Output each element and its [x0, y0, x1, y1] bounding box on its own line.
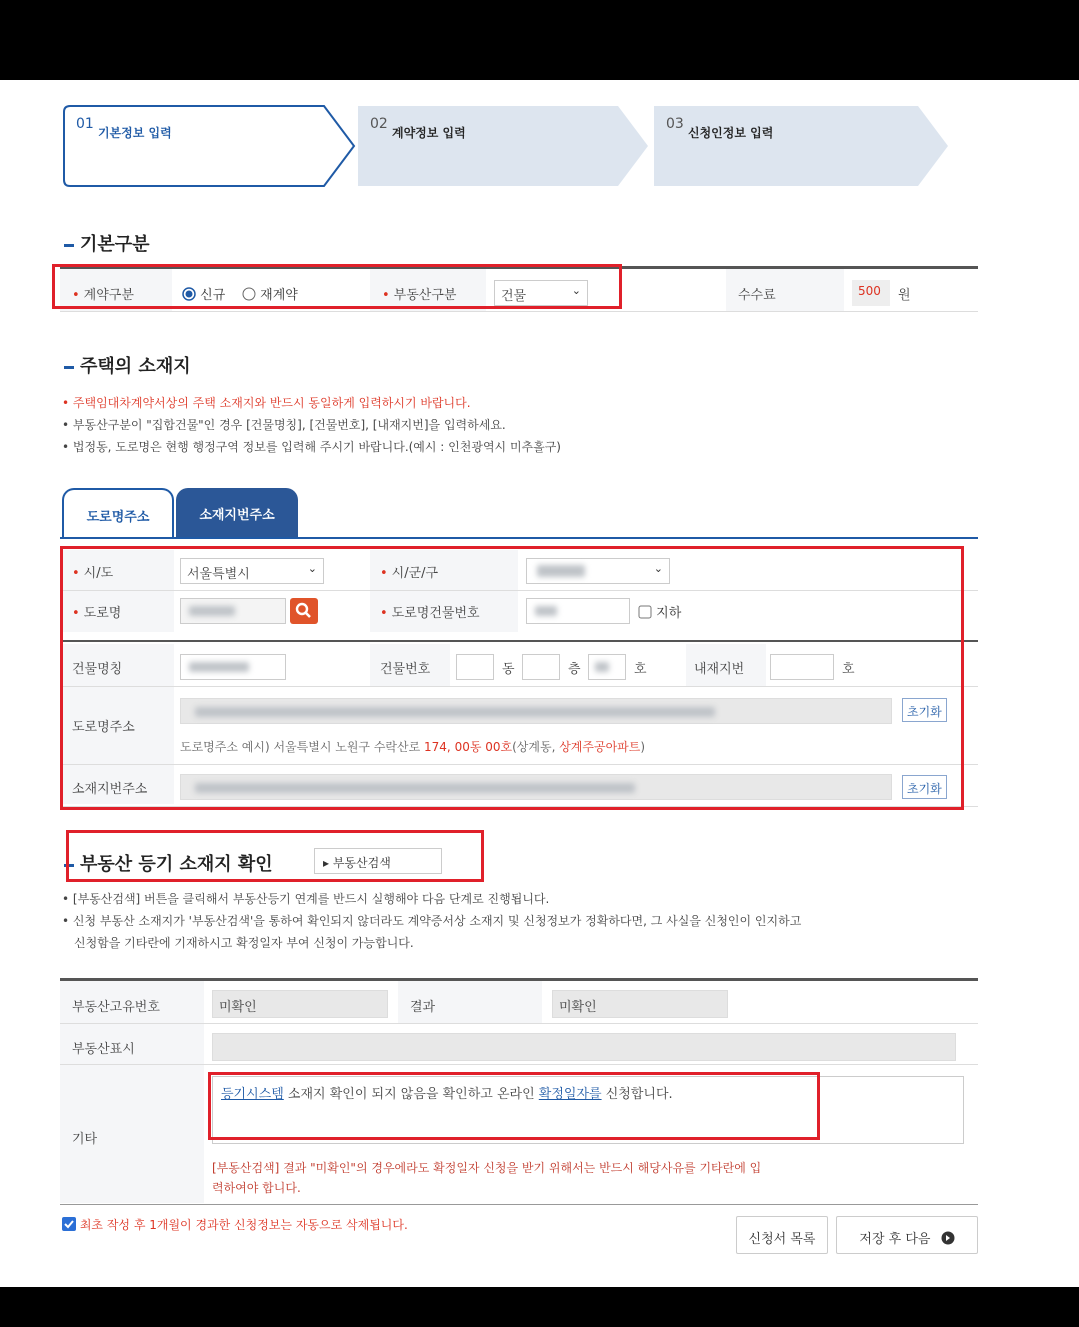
property-type-label: • 부동산구분	[382, 288, 457, 303]
step-1-arrow	[62, 104, 358, 188]
step-3-label: 신청인정보 입력	[688, 126, 774, 140]
sido-select[interactable]: 서울특별시 ⌄	[180, 558, 324, 584]
result-field: 미확인	[552, 990, 728, 1018]
registry-note-2: • 신청 부동산 소재지가 '부동산검색'을 통하여 확인되지 않더라도 계약증서상 소재지 및 신청정보가 정확하다면, 그 사실을 신청인이 인지하고	[62, 914, 802, 928]
highlight-box-etc	[208, 1072, 820, 1140]
highlight-box-address	[60, 546, 964, 810]
step-1-number: 01	[76, 116, 94, 132]
road-address-reset-button[interactable]: 초기화	[902, 698, 947, 722]
etc-warning: [부동산검색] 결과 "미확인"의 경우에라도 확정일자 신청을 받기 위해서는 반드시 해당사유를 기타란에 입 력하여야 합니다.	[212, 1161, 762, 1195]
floor-unit: 층	[568, 662, 581, 677]
fee-unit: 원	[898, 288, 911, 303]
road-address-label: 도로명주소	[72, 720, 135, 735]
fee-value: 500	[858, 284, 881, 298]
sigungu-label: • 시/군/구	[380, 566, 439, 581]
etc-label: 기타	[72, 1132, 98, 1147]
tab-lot-address[interactable]: 소재지번주소	[176, 488, 298, 538]
result-label: 결과	[410, 1000, 436, 1015]
road-number-label: • 도로명건물번호	[380, 606, 480, 621]
location-section-title: 주택의 소재지	[64, 352, 191, 378]
application-list-button[interactable]: 신청서 목록	[736, 1216, 828, 1254]
location-notes	[62, 392, 561, 458]
underground-checkbox[interactable]: 지하	[638, 602, 681, 621]
highlight-box-basic	[52, 264, 622, 309]
step-2	[356, 104, 652, 188]
highlight-box-registry	[66, 830, 484, 882]
tab-road-address[interactable]: 도로명주소	[62, 488, 174, 538]
registry-notes	[62, 888, 801, 954]
ho-unit: 호	[634, 662, 647, 677]
arrow-right-circle-icon	[941, 1231, 955, 1245]
property-display-label: 부동산표시	[72, 1042, 135, 1057]
location-note-1: • 주택임대차계약서상의 주택 소재지와 반드시 동일하게 입력하시기 바랍니다.	[62, 396, 471, 410]
unique-number-label: 부동산고유번호	[72, 1000, 160, 1015]
location-note-2: • 부동산구분이 "집합건물"인 경우 [건물명칭], [건물번호], [내재지번]을 입력하세요.	[62, 418, 506, 432]
inner-lot-ho-unit: 호	[842, 662, 855, 677]
registry-note-1: • [부동산검색] 버튼을 클릭해서 부동산등기 연계를 반드시 실행해야 다음 단계로 진행됩니다.	[62, 892, 550, 906]
chevron-down-icon: ⌄	[653, 562, 663, 575]
contract-type-radio-new[interactable]: 신규	[182, 284, 225, 303]
location-table-top	[60, 537, 978, 539]
step-1	[62, 104, 358, 188]
etc-textarea[interactable]: 등기시스템 소재지 확인이 되지 않음을 확인하고 온라인 확정일자를 신청합니다.	[212, 1076, 964, 1144]
fee-label: 수수료	[738, 288, 776, 303]
etc-link-registry-system: 등기시스템	[221, 1087, 284, 1102]
chevron-down-icon: ⌄	[571, 284, 581, 297]
step-2-label: 계약정보 입력	[392, 126, 466, 140]
building-name-label: 건물명칭	[72, 662, 123, 677]
save-next-button[interactable]: 저장 후 다음	[836, 1216, 978, 1254]
registry-section-title: 부동산 등기 소재지 확인	[64, 850, 273, 876]
property-type-select[interactable]: 건물 ⌄	[494, 280, 588, 306]
step-2-arrow	[356, 104, 652, 188]
step-1-label: 기본정보 입력	[98, 126, 172, 140]
contract-type-radio-renew[interactable]: 재계약	[242, 284, 298, 303]
step-3	[652, 104, 952, 188]
application-page	[0, 80, 1079, 1287]
etc-link-fixed-date: 확정일자를	[538, 1087, 602, 1102]
road-address-example: 도로명주소 예시) 서울특별시 노원구 수락산로 174, 00동 00호(상계동, 상계주공아파트)	[180, 740, 646, 754]
registry-note-3: 신청함을 기타란에 기재하시고 확정일자 부여 신청이 가능합니다.	[74, 936, 414, 950]
property-search-button[interactable]: ▸ 부동산검색	[314, 848, 442, 874]
chevron-down-icon: ⌄	[307, 562, 317, 575]
dong-unit: 동	[502, 662, 515, 677]
building-number-label: 건물번호	[380, 662, 431, 677]
contract-type-label: • 계약구분	[72, 288, 134, 303]
property-display-field	[212, 1033, 956, 1061]
lot-address-label: 소재지번주소	[72, 782, 148, 797]
inner-lot-label: 내재지번	[694, 662, 745, 677]
step-3-number: 03	[666, 116, 684, 132]
basic-section-title: 기본구분	[64, 230, 150, 256]
auto-delete-checkbox[interactable]: 최초 작성 후 1개월이 경과한 신청정보는 자동으로 삭제됩니다.	[62, 1216, 408, 1233]
fee-value-box	[852, 280, 890, 306]
step-3-arrow	[652, 104, 952, 188]
road-name-label: • 도로명	[72, 606, 122, 621]
lot-address-reset-button[interactable]: 초기화	[902, 775, 947, 799]
step-2-number: 02	[370, 116, 388, 132]
checkbox-checked-icon	[62, 1217, 76, 1231]
sido-label: • 시/도	[72, 566, 114, 581]
location-note-3: • 법정동, 도로명은 현행 행정구역 정보를 입력해 주시기 바랍니다.(예시 : 인천광역시 미추홀구)	[62, 440, 561, 454]
unique-number-field: 미확인	[212, 990, 388, 1018]
